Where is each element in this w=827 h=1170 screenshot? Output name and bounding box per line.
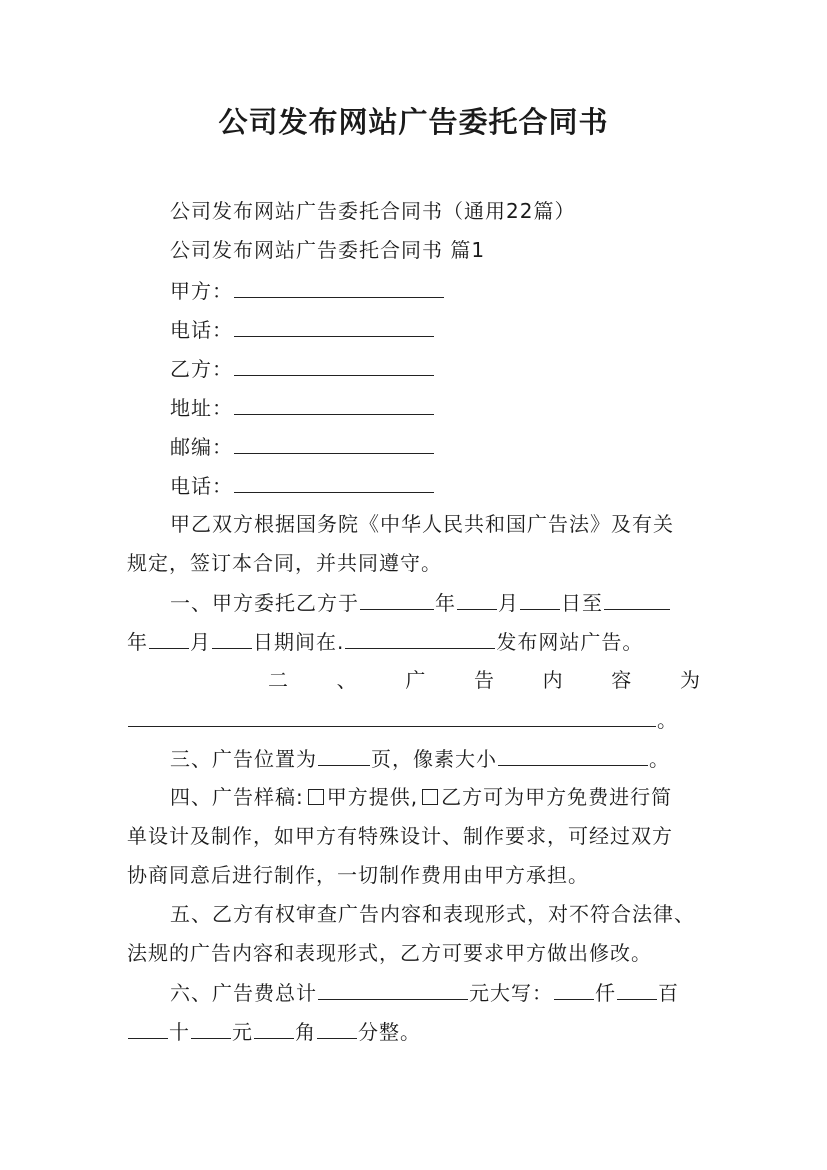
website-blank bbox=[345, 628, 495, 649]
clause-1-line-1 bbox=[170, 589, 671, 616]
shi-label: 十 bbox=[169, 1020, 190, 1044]
phone-label-2: 电话： bbox=[170, 474, 233, 498]
clause-5-line-2: 法规的广告内容和表现形式，乙方可要求甲方做出修改。 bbox=[127, 941, 652, 965]
clause-2-char: 二 bbox=[268, 668, 288, 692]
party-b-label: 乙方： bbox=[170, 357, 233, 381]
party-b-line bbox=[170, 355, 435, 382]
qian-blank bbox=[554, 979, 594, 1000]
intro-line-1: 甲乙双方根据国务院《中华人民共和国广告法》及有关 bbox=[170, 512, 674, 536]
month-label: 月 bbox=[498, 591, 519, 615]
end-day-blank bbox=[212, 628, 252, 649]
phone-line-1 bbox=[170, 316, 435, 343]
clause-2-char: 为 bbox=[679, 668, 700, 692]
qian-label: 仟 bbox=[595, 981, 616, 1005]
clause-2-char: 容 bbox=[611, 668, 632, 692]
publish-label: 发布网站广告。 bbox=[496, 630, 644, 654]
phone-label-1: 电话： bbox=[170, 318, 233, 342]
option-party-b-label: 乙方可为甲方免费进行简 bbox=[441, 785, 673, 809]
end-year-blank bbox=[604, 589, 670, 610]
clause-2-line-2 bbox=[127, 706, 678, 733]
clause-2-char: 、 bbox=[336, 668, 357, 692]
ad-content-blank bbox=[128, 706, 656, 727]
document-subtitle: 公司发布网站广告委托合同书（通用22篇） bbox=[170, 199, 576, 223]
clause-5-line-1: 五、乙方有权审查广告内容和表现形式，对不符合法律、 bbox=[170, 902, 695, 926]
checkbox-party-a[interactable] bbox=[308, 789, 324, 805]
party-a-blank bbox=[234, 277, 444, 298]
postcode-blank bbox=[234, 433, 434, 454]
year-blank bbox=[360, 589, 434, 610]
postcode-line bbox=[170, 433, 435, 460]
clause-4-line-3: 协商同意后进行制作，一切制作费用由甲方承担。 bbox=[127, 863, 589, 887]
jiao-blank bbox=[254, 1018, 294, 1039]
section-heading: 公司发布网站广告委托合同书 篇1 bbox=[170, 238, 486, 262]
address-line bbox=[170, 394, 435, 421]
clause-4-line-2: 单设计及制作，如甲方有特殊设计、制作要求，可经过双方 bbox=[127, 824, 673, 848]
clause-2-char: 告 bbox=[473, 668, 494, 692]
bai-blank bbox=[617, 979, 657, 1000]
end-year-label: 年 bbox=[127, 630, 148, 654]
fen-label: 分整。 bbox=[358, 1020, 421, 1044]
month-blank bbox=[457, 589, 497, 610]
phone-blank-1 bbox=[234, 316, 434, 337]
jiao-label: 角 bbox=[295, 1020, 316, 1044]
yuan-blank bbox=[191, 1018, 231, 1039]
party-a-line bbox=[170, 277, 445, 304]
bai-label: 百 bbox=[658, 981, 679, 1005]
fee-words-label: 元大写： bbox=[469, 981, 553, 1005]
clause-6-line-2 bbox=[127, 1018, 421, 1045]
option-party-a-label: 甲方提供, bbox=[326, 785, 419, 809]
day-to-label: 日至 bbox=[561, 591, 603, 615]
intro-line-2: 规定，签订本合同，并共同遵守。 bbox=[127, 551, 442, 575]
page-blank bbox=[318, 745, 370, 766]
pixel-size-blank bbox=[498, 745, 648, 766]
clause-4-line-1 bbox=[170, 784, 672, 810]
clause-3-line bbox=[170, 745, 670, 772]
clause-4-text: 四、广告样稿: bbox=[170, 785, 304, 809]
address-label: 地址： bbox=[170, 396, 233, 420]
shi-blank bbox=[128, 1018, 168, 1039]
fee-blank bbox=[318, 979, 468, 1000]
clause-1-line-2 bbox=[127, 628, 643, 655]
fen-blank bbox=[317, 1018, 357, 1039]
period-label: 日期间在. bbox=[253, 630, 345, 654]
end-month-blank bbox=[149, 628, 189, 649]
year-label: 年 bbox=[435, 591, 456, 615]
clause-2-char: 内 bbox=[542, 668, 563, 692]
clause-6-text: 六、广告费总计 bbox=[170, 981, 317, 1005]
clause-3-text: 三、广告位置为 bbox=[170, 747, 317, 771]
party-a-label: 甲方： bbox=[170, 279, 233, 303]
clause-1-text: 一、甲方委托乙方于 bbox=[170, 591, 359, 615]
clause-2-char: 广 bbox=[405, 668, 426, 692]
party-b-blank bbox=[234, 355, 434, 376]
postcode-label: 邮编： bbox=[170, 435, 233, 459]
phone-blank-2 bbox=[234, 472, 434, 493]
pixel-size-label: 页，像素大小 bbox=[371, 747, 497, 771]
clause-6-line-1 bbox=[170, 979, 679, 1006]
document-title: 公司发布网站广告委托合同书 bbox=[218, 105, 609, 139]
day-blank bbox=[520, 589, 560, 610]
clause-2-end: 。 bbox=[657, 708, 678, 732]
yuan-label: 元 bbox=[232, 1020, 253, 1044]
checkbox-party-b[interactable] bbox=[422, 789, 438, 805]
phone-line-2 bbox=[170, 472, 435, 499]
address-blank bbox=[234, 394, 434, 415]
end-month-label: 月 bbox=[190, 630, 211, 654]
clause-3-end: 。 bbox=[649, 747, 670, 771]
clause-2-line-1 bbox=[268, 667, 700, 693]
